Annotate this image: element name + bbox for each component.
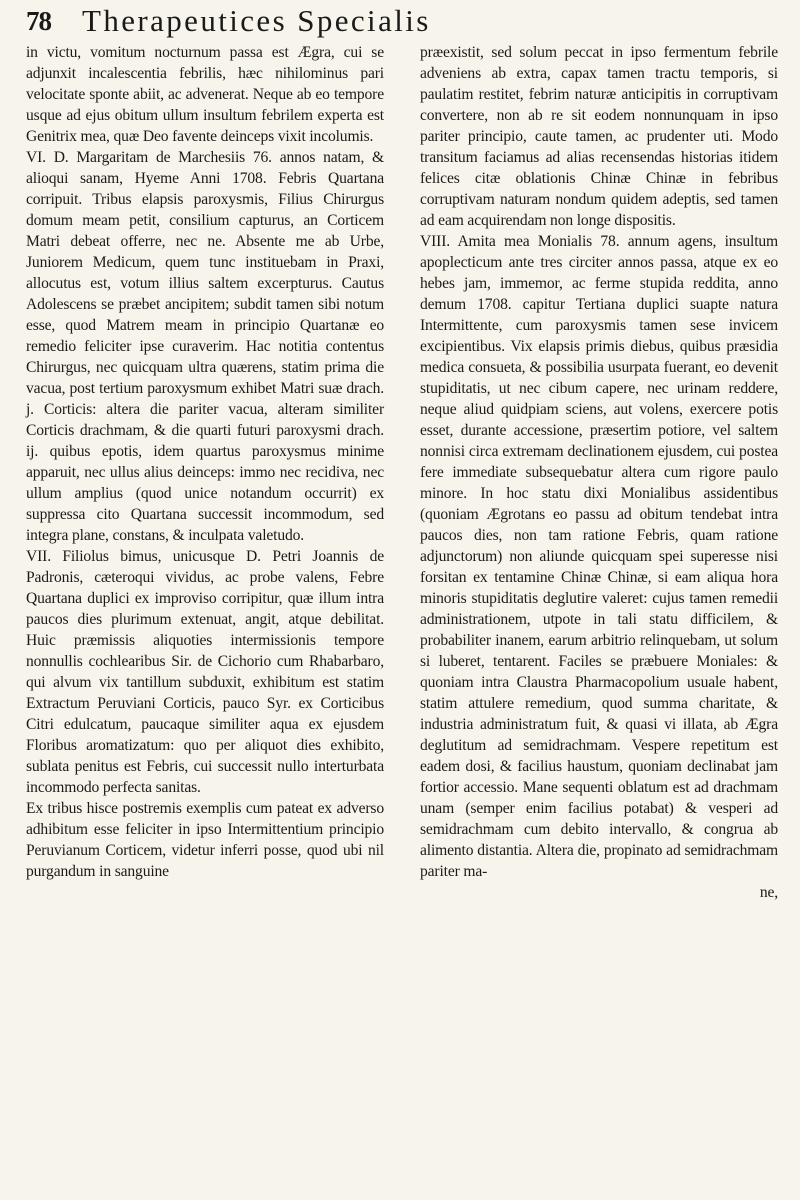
running-title: Therapeutices Specialis — [82, 3, 431, 38]
paragraph-continuation: præexistit, sed solum peccat in ipso fermentum febrile adveniens ab extra, capax tamen tractu temporis, si paulatim restitet, febrim naturæ anticipitis in corruptivam convertere, non ab re sit eodem nonnunquam in ipso pariter principio, caute tamen, ac prudenter uti. Modo transitum faciamus ad alias recensendas historias itidem felices citæ oblationis Chinæ Chinæ in febribus corruptivam naturam nondum quidem adeptis, sed tamen ad eam acquirendam non longe dispositis. — [420, 44, 778, 229]
paragraph-conclusion: Ex tribus hisce postremis exemplis cum pateat ex adverso adhibitum esse feliciter in ipso Intermittentium principio Peruvianum Corticem, videtur inferri posse, quod ubi nil purgandum in sanguine — [26, 800, 384, 880]
paragraph-case-vi: VI. D. Margaritam de Marchesiis 76. annos natam, & alioqui sanam, Hyeme Anni 1708. Febris Quartana corripuit. Tribus elapsis paroxysmis, Filius Chirurgus domum meam petit, consilium capturus, an Corticem Matri debeat offerre, nec ne. Absente me ab Urbe, Juniorem Medicum, quem tunc instituebam in Praxi, allocutus est, votum illius saltem excerpturus. Cautus Adolescens se præbet ancipitem; subdit tamen sibi notum esse, quod Matrem meam in principio Quartanæ eo remedio feliciter ipse curaverim. Hac notitia contentus Chirurgus, nec quicquam ultra quærens, statim prima die vacua, post tertium paroxysmum exhibet Matri suæ drach. j. Corticis: altera die pariter vacua, alteram similiter Corticis drachmam, & die quarti futuri paroxysmi drach. ij. quibus epotis, idem quartus paroxysmus minime apparuit, nec ullus alius deinceps: immo nec recidiva, nec ullum amplius (quod unice notandum occurrit) ex suppressa cito Quartana successit incommodum, sed integra plane, constans, & inculpata valetudo. — [26, 149, 384, 544]
page-number: 78 — [26, 6, 51, 36]
paragraph-continuation: in victu, vomitum nocturnum passa est Ægra, cui se adjunxit incalescentia febrilis, hæc nihilominus pari velocitate sponte abiit, ac advenerat. Neque ab eo tempore usque ad ejus obitum ullum insultum febrilem experta est Genitrix mea, quæ Deo favente deinceps vixit incolumis. — [26, 44, 384, 145]
catchword: ne, — [759, 884, 778, 901]
running-head — [26, 4, 786, 40]
right-column — [420, 42, 778, 903]
left-column — [26, 42, 384, 882]
paragraph-case-viii: VIII. Amita mea Monialis 78. annum agens, insultum apoplecticum ante tres circiter annos passa, atque ex eo hebes jam, immemor, ac ferme stupida reddita, anno demum 1708. capitur Tertiana duplici suapte natura Intermittente, cum paroxysmis tamen sese invicem excipientibus. Vix elapsis primis diebus, quibus præsidia medica consueta, & possibilia usurpata fuerant, eo devenit stupiditatis, ut nec cibum capere, nec urinam reddere, neque aliud quidpiam sciens, aut volens, exercere potis esset, durante accessione, præsertim potiore, vel saltem nonnisi circa extremam declinationem ejusdem, cui postea fere immediate subsequebatur altera cum rigore paulo minore. In hoc statu dixi Monialibus assidentibus (quoniam Ægrotans eo passu ad obitum tendebat intra paucos dies, non tam ratione Febris, quam ratione adjunctorum) non aliunde quicquam spei superesse nisi forsitan ex tentamine Chinæ Chinæ, si eam aliqua hora minoris stupiditatis deglutire valeret: cujus tamen remedii administrationem, utpote in tali statu difficilem, & probabiliter inanem, earum arbitrio relinquebam, ut solum si luberet, tentarent. Faciles se præbuere Moniales: & quoniam intra Claustra Pharmacopolium usuale habent, statim attulere remedium, quod summa charitate, & industria administratum fuit, & quasi vi illata, ab Ægra deglutitum ad semidrachmam. Vespere repetitum est eadem dosi, & facilius haustum, quoniam declinabat jam fortior accessio. Mane sequenti oblatum est ad drachmam unam (semper enim facilius potabat) & vesperi ad semidrachmam cum debito intervallo, & congrua ab alimento distantia. Altera die, propinato ad semidrachmam pariter ma- — [420, 233, 778, 880]
paragraph-case-vii: VII. Filiolus bimus, unicusque D. Petri Joannis de Padronis, cæteroqui vividus, ac probe valens, Febre Quartana duplici ex improviso corripitur, quæ illum intra paucos dies plurimum extenuat, angit, atque debilitat. Huic præmissis aliquoties intermissionis tempore nonnullis cochlearibus Sir. de Cichorio cum Rhabarbaro, qui alvum vix tantillum subduxit, exhibitum est statim Extractum Peruviani Corticis, pauco Syr. ex Corticibus Citri edulcatum, paucaque similiter aqua ex ejusdem Floribus aromatizatum: quo per aliquot dies exhibito, sublata penitus est Febris, cui successit nullo interturbata incommodo perfecta sanitas. — [26, 548, 384, 796]
